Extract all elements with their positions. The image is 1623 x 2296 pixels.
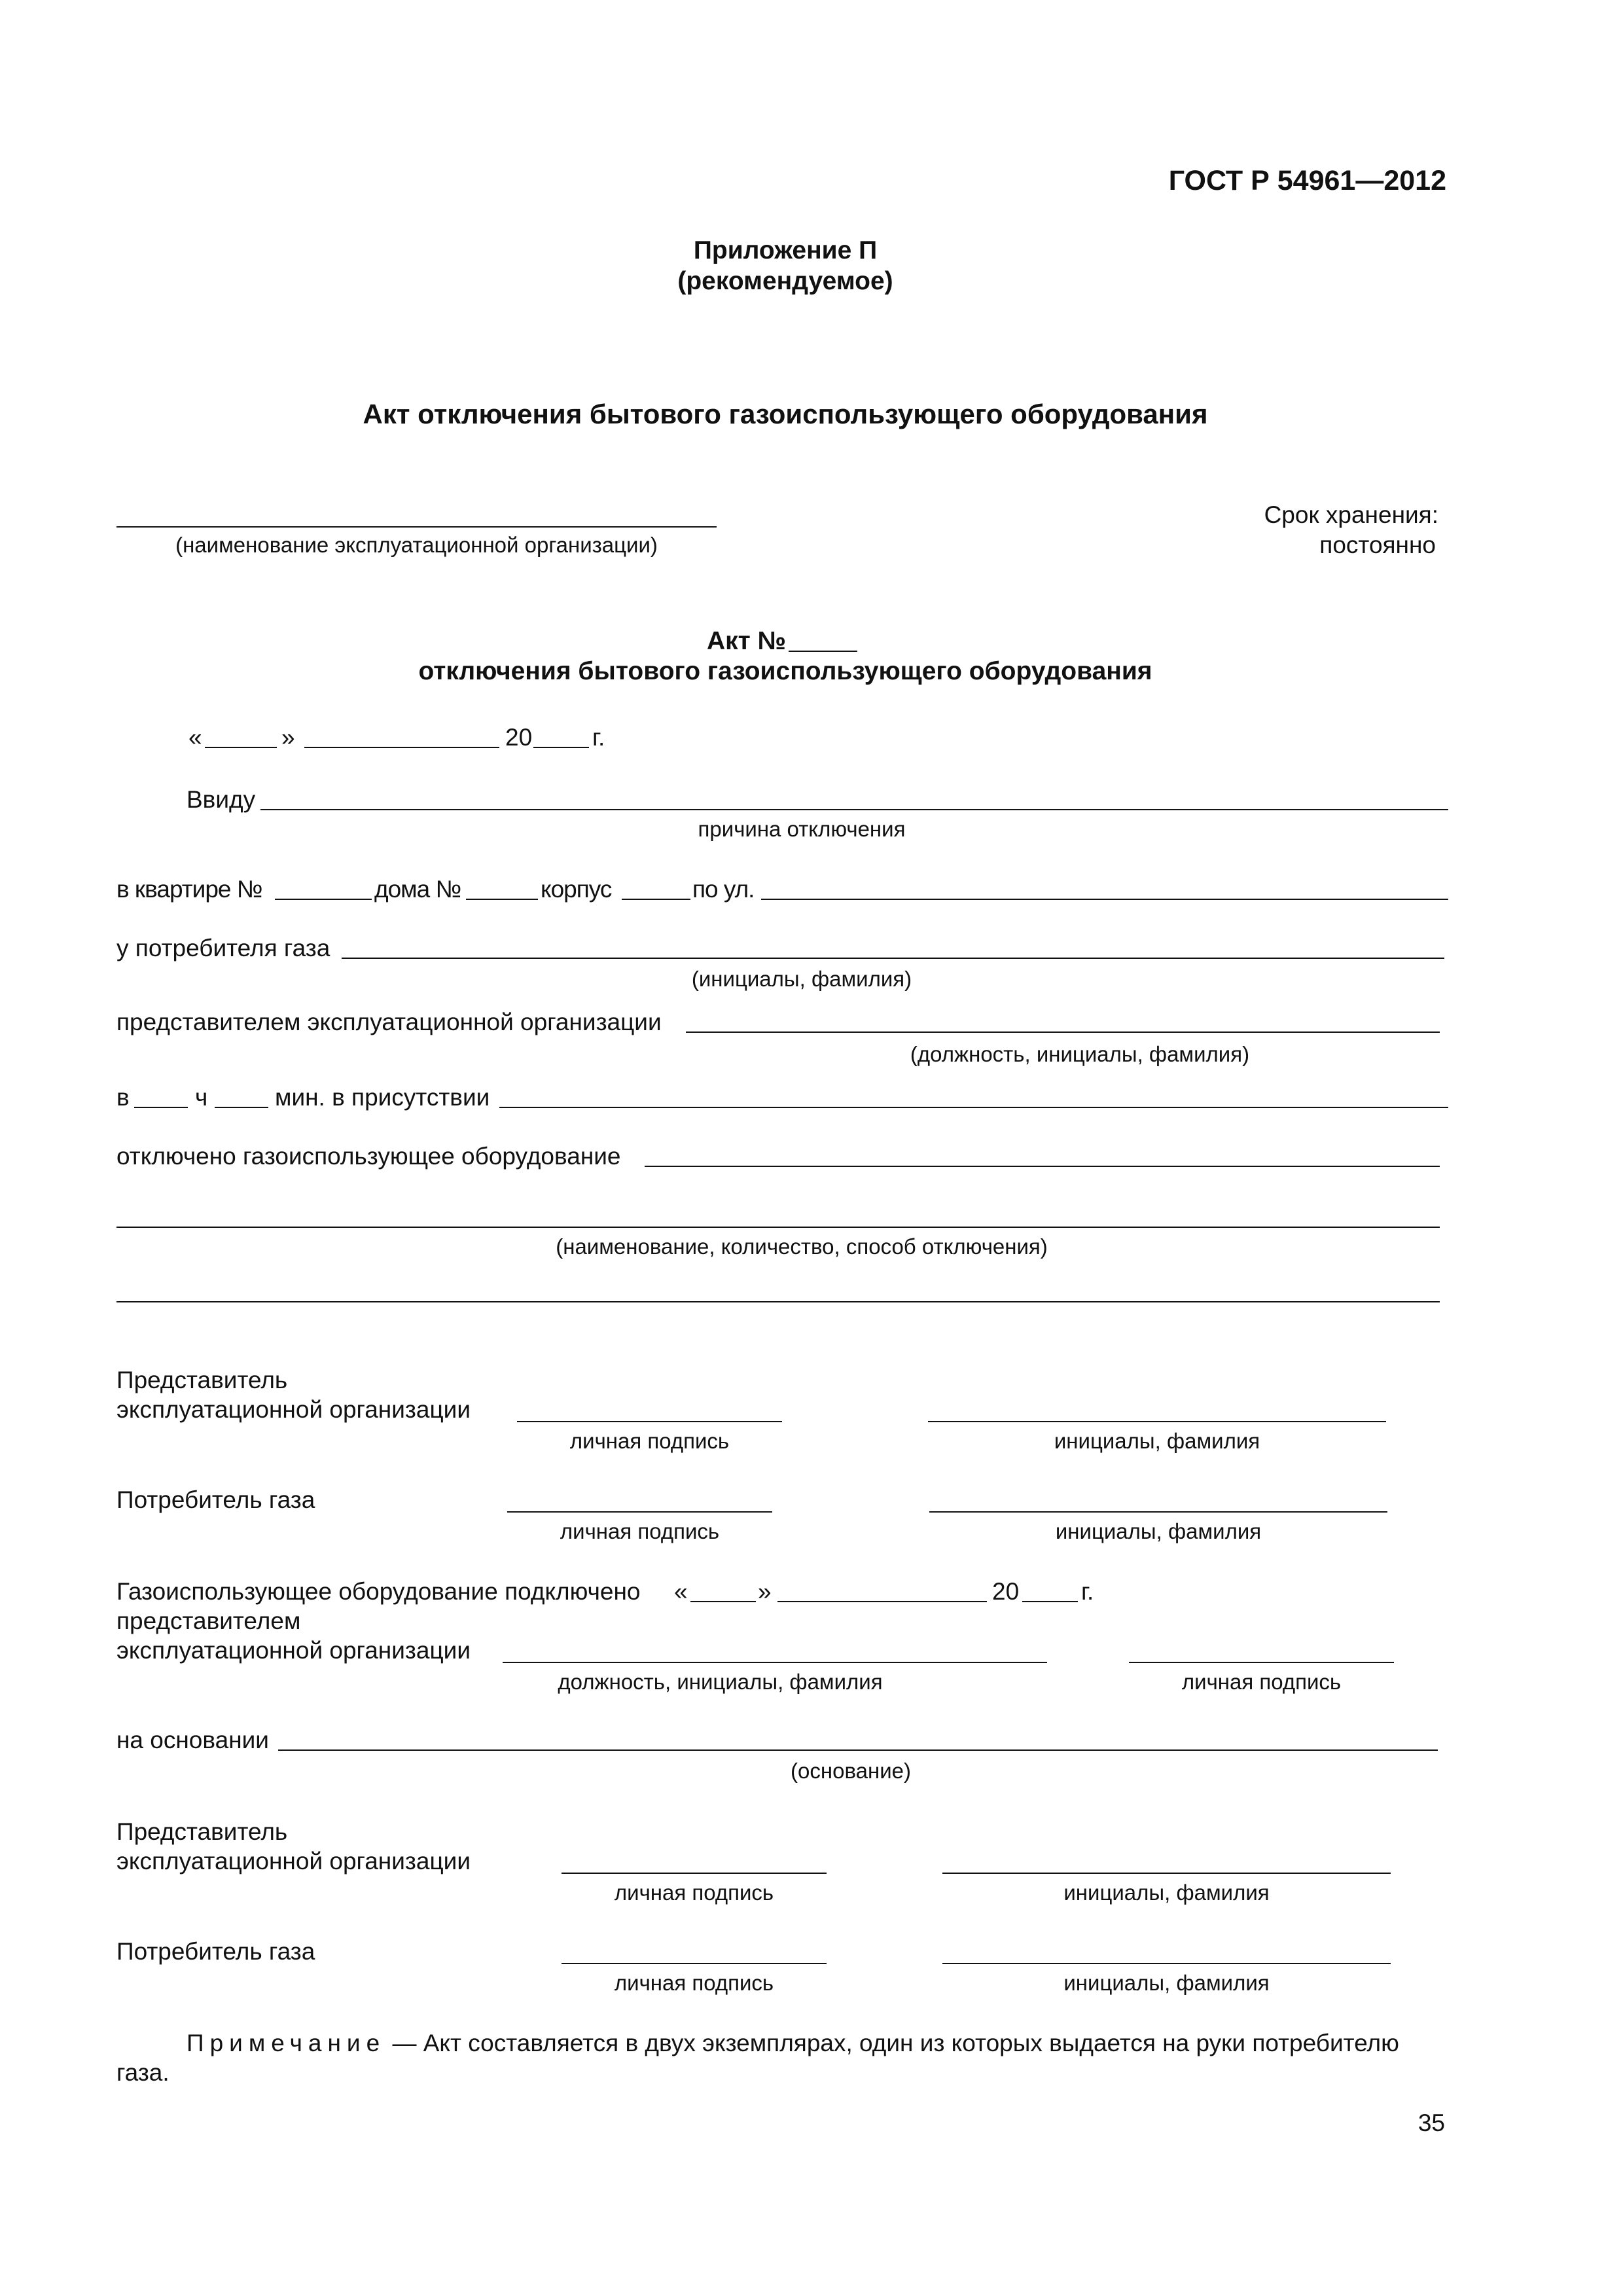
org-name-field[interactable] (116, 526, 717, 528)
page-number: 35 (1418, 2109, 1445, 2136)
disconnected-field[interactable] (645, 1166, 1440, 1167)
date-close-quote: » (281, 724, 295, 751)
representative-caption: (должность, инициалы, фамилия) (910, 1042, 1250, 1066)
time-minutes-field[interactable] (215, 1107, 268, 1108)
note-label: Примечание (187, 2030, 386, 2056)
reconnect-year-field[interactable] (1022, 1601, 1078, 1602)
reconnect-year-prefix: 20 (992, 1578, 1020, 1605)
sig2-rep-name-caption: инициалы, фамилия (1063, 1880, 1270, 1905)
house-field[interactable] (466, 899, 538, 900)
sig1-rep-signature-caption: личная подпись (569, 1429, 730, 1453)
presence-field[interactable] (499, 1107, 1448, 1108)
sig2-rep-signature-field[interactable] (562, 1873, 827, 1874)
sig1-consumer-label: Потребитель газа (116, 1486, 315, 1513)
time-minutes-label: мин. в присутствии (275, 1084, 490, 1111)
date-year-prefix: 20 (505, 724, 533, 751)
reconnect-position-field[interactable] (503, 1662, 1047, 1663)
basis-caption: (основание) (791, 1759, 911, 1783)
reconnect-month-field[interactable] (777, 1601, 987, 1602)
consumer-caption: (инициалы, фамилия) (691, 967, 912, 991)
time-prefix: в (116, 1084, 130, 1111)
act-number-field[interactable] (789, 651, 857, 652)
note-text: — Акт составляется в двух экземплярах, один из которых выдается на руки потребителю (392, 2030, 1399, 2056)
sig1-rep-label-line2: эксплуатационной организации (116, 1396, 471, 1423)
org-name-caption: (наименование эксплуатационной организации) (175, 533, 658, 557)
time-hours-label: ч (195, 1084, 208, 1111)
reconnect-by-line1: представителем (116, 1607, 301, 1634)
reconnect-position-caption: должность, инициалы, фамилия (558, 1670, 883, 1694)
act-number-label: Акт № (707, 627, 787, 655)
flat-label: в квартире № (116, 876, 262, 903)
consumer-field[interactable] (342, 958, 1444, 959)
note (187, 2031, 1399, 2055)
sig1-rep-label-line1: Представитель (116, 1367, 288, 1393)
reconnect-signature-caption: личная подпись (1181, 1670, 1342, 1694)
sig1-rep-signature-field[interactable] (517, 1421, 782, 1422)
representative-label: представителем эксплуатационной организации (116, 1009, 662, 1035)
building-field[interactable] (622, 899, 690, 900)
sig1-consumer-signature-field[interactable] (507, 1511, 772, 1513)
sig2-consumer-name-field[interactable] (942, 1963, 1391, 1964)
document-title: Акт отключения бытового газоиспользующего оборудования (363, 399, 1208, 429)
disconnected-field-3[interactable] (116, 1301, 1440, 1302)
reconnect-by-line2: эксплуатационной организации (116, 1637, 471, 1664)
sig2-rep-label-line2: эксплуатационной организации (116, 1848, 471, 1874)
note-text-continued: газа. (116, 2059, 169, 2086)
sig1-consumer-name-field[interactable] (929, 1511, 1387, 1513)
sig2-consumer-label: Потребитель газа (116, 1938, 315, 1965)
disconnected-caption: (наименование, количество, способ отключения) (556, 1234, 1048, 1259)
standard-number: ГОСТ Р 54961—2012 (1168, 165, 1446, 196)
sig1-consumer-signature-caption: личная подпись (560, 1519, 720, 1543)
reason-field[interactable] (260, 809, 1448, 810)
date-open-quote: « (188, 724, 202, 751)
consumer-label: у потребителя газа (116, 935, 330, 961)
sig1-consumer-name-caption: инициалы, фамилия (1055, 1519, 1262, 1543)
sig1-rep-name-field[interactable] (928, 1421, 1386, 1422)
reason-caption: причина отключения (698, 817, 906, 841)
reason-label: Ввиду (187, 786, 256, 813)
date-year-field[interactable] (533, 747, 589, 748)
reconnect-open-quote: « (674, 1578, 688, 1605)
appendix-label: Приложение П (693, 236, 878, 264)
reconnect-close-quote: » (758, 1578, 772, 1605)
sig2-rep-label-line1: Представитель (116, 1818, 288, 1845)
storage-value: постоянно (1319, 531, 1436, 558)
sig2-consumer-name-caption: инициалы, фамилия (1063, 1971, 1270, 1995)
reconnect-signature-field[interactable] (1129, 1662, 1394, 1663)
date-year-suffix: г. (592, 724, 605, 751)
appendix-status: (рекомендуемое) (677, 267, 893, 295)
basis-label: на основании (116, 1727, 269, 1753)
house-label: дома № (374, 876, 461, 903)
sig2-rep-name-field[interactable] (942, 1873, 1391, 1874)
act-subtitle: отключения бытового газоиспользующего оборудования (418, 657, 1152, 685)
storage-label: Срок хранения: (1264, 501, 1438, 528)
basis-field[interactable] (278, 1749, 1438, 1751)
flat-field[interactable] (275, 899, 372, 900)
representative-field[interactable] (686, 1031, 1440, 1033)
sig1-rep-name-caption: инициалы, фамилия (1054, 1429, 1260, 1453)
building-label: корпус (541, 876, 612, 903)
street-label: по ул. (692, 876, 755, 903)
reconnect-label: Газоиспользующее оборудование подключено (116, 1578, 641, 1605)
sig2-consumer-signature-caption: личная подпись (614, 1971, 774, 1995)
time-hours-field[interactable] (134, 1107, 188, 1108)
street-field[interactable] (761, 899, 1448, 900)
disconnected-field-2[interactable] (116, 1227, 1440, 1228)
sig2-rep-signature-caption: личная подпись (614, 1880, 774, 1905)
reconnect-day-field[interactable] (690, 1601, 756, 1602)
disconnected-label: отключено газоиспользующее оборудование (116, 1143, 621, 1170)
reconnect-year-suffix: г. (1081, 1578, 1094, 1605)
sig2-consumer-signature-field[interactable] (562, 1963, 827, 1964)
date-day-field[interactable] (205, 747, 277, 748)
date-month-field[interactable] (304, 747, 499, 748)
